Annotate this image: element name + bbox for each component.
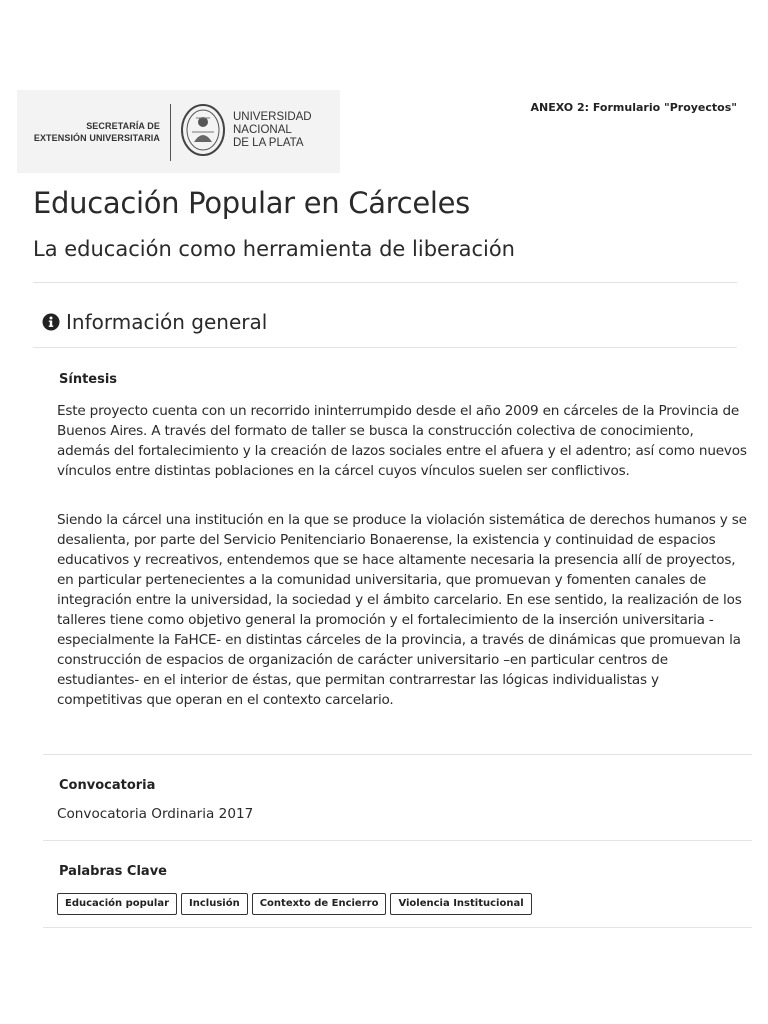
divider [33,282,737,283]
university-logo [17,90,340,173]
keyword-tags [57,893,532,915]
logo-secretaria-line1: SECRETARÍA DE [86,121,160,131]
sintesis-paragraph-2: Siendo la cárcel una institución en la que se produce la violación sistemática de derechos humanos y se desalienta, por parte del Servicio Penitenciario Bonaerense, la existencia y continuidad de espacios educativos y recreativos, entendemos que se hace altamente necesaria la presencia allí de proyectos, en particular pertenecientes a la comunidad universitaria, que promuevan y fomenten canales de integración entre la universidad, la sociedad y el ámbito carcelario. En ese sentido, la realización de los talleres tiene como objetivo general la promoción y el fortalecimiento de la inserción universitaria -especialmente la FaHCE- en distintas cárceles de la provincia, a través de dinámicas que promuevan la construcción de espacios de organización de carácter universitario –en particular centros de estudiantes- en el interior de éstas, que permitan contrarrestar las lógicas individualistas y competitivas que operan en el contexto carcelario. [57,512,747,708]
divider [43,840,752,841]
logo-unlp-line1: UNIVERSIDAD [233,111,312,123]
divider [33,347,737,348]
info-circle-icon [42,313,60,331]
logo-secretaria-text [34,120,160,144]
page-title: Educación Popular en Cárceles [33,186,470,220]
logo-unlp-line2: NACIONAL [233,124,292,136]
logo-secretaria-line2: EXTENSIÓN UNIVERSITARIA [33,133,160,143]
convocatoria-value: Convocatoria Ordinaria 2017 [57,806,254,822]
divider [43,927,752,928]
sintesis-label: Síntesis [59,372,118,387]
annex-label: ANEXO 2: Formulario "Proyectos" [530,101,737,114]
convocatoria-label: Convocatoria [59,778,156,793]
sintesis-paragraph-1: Este proyecto cuenta con un recorrido ininterrumpido desde el año 2009 en cárceles de la Provincia de Buenos Aires. A través del formato de taller se busca la construcción colectiva de conocimiento, además del fortalecimiento y la creación de lazos sociales entre el afuera y el adentro; así como nuevos vínculos entre distintas poblaciones en la cárcel cuyos vínculos suelen ser conflictivos. [57,403,747,479]
keyword-tag: Violencia Institucional [390,893,531,915]
logo-unlp-text [233,111,312,150]
keyword-tag: Educación popular [57,893,177,915]
logo-unlp-line3: DE LA PLATA [233,137,304,149]
logo-divider [170,104,171,161]
university-seal-icon [180,102,226,158]
keyword-tag: Inclusión [181,893,248,915]
section-title: Información general [66,310,268,334]
keywords-label: Palabras Clave [59,864,167,879]
page-subtitle: La educación como herramienta de liberación [33,237,515,261]
keyword-tag: Contexto de Encierro [252,893,387,915]
divider [43,754,752,755]
section-header [42,310,267,334]
